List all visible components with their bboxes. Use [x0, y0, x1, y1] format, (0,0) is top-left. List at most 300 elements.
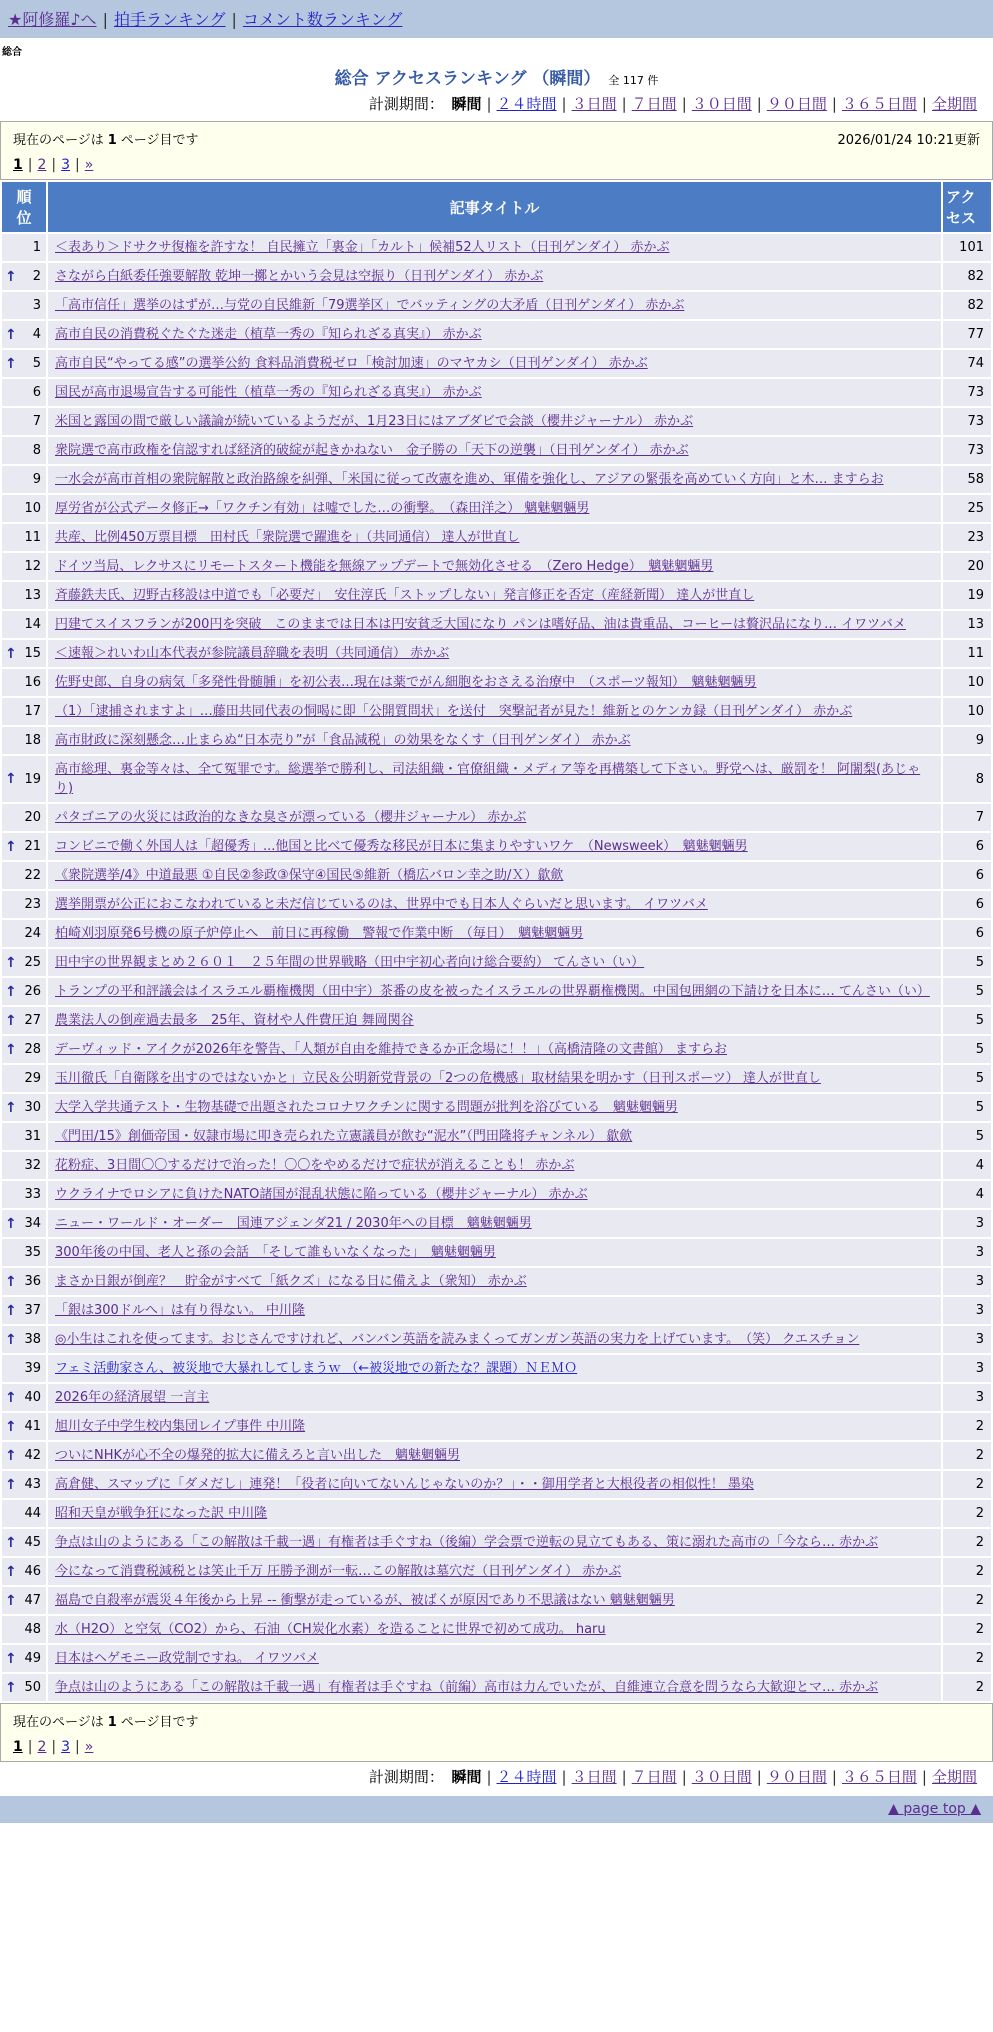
article-link[interactable]: ＜速報＞れいわ山本代表が参院議員辞職を表明（共同通信） 赤かぶ	[55, 646, 450, 661]
rank-cell	[2, 1065, 46, 1092]
table-row	[2, 862, 991, 889]
separator: |	[756, 95, 762, 113]
period-nav-top	[0, 93, 993, 114]
rank-cell	[2, 234, 46, 261]
rank-number: 35	[24, 1245, 41, 1260]
period-link-4[interactable]: ３０日間	[691, 1768, 752, 1786]
article-link[interactable]: 旭川女子中学生校内集団レイプ事件 中川隆	[55, 1419, 306, 1434]
table-row	[2, 833, 991, 860]
table-row	[2, 920, 991, 947]
article-link[interactable]: コンビニで働く外国人は「超優秀」...他国と比べて優秀な移民が日本に集まりやすいワケ （Newsweek） 魑魅魍魎男	[55, 839, 748, 854]
access-count: 3	[943, 1297, 991, 1324]
rank-number: 10	[24, 501, 41, 516]
title-cell	[48, 1297, 941, 1324]
period-link-1[interactable]: ２４時間	[496, 95, 557, 113]
rank-number: 46	[24, 1564, 41, 1579]
access-count: 2	[943, 1500, 991, 1527]
title-cell	[48, 350, 941, 377]
page-top-link[interactable]: ▲ page top ▲	[888, 1801, 981, 1817]
title-cell	[48, 1268, 941, 1295]
rank-number: 39	[24, 1361, 41, 1376]
up-arrow-icon: ↑	[5, 1331, 17, 1348]
rank-number: 17	[24, 704, 41, 719]
period-link-6[interactable]: ３６５日間	[841, 95, 917, 113]
access-count: 5	[943, 1007, 991, 1034]
table-row	[2, 292, 991, 319]
access-count: 6	[943, 862, 991, 889]
table-row	[2, 1558, 991, 1585]
pagination-link-3[interactable]: 3	[61, 1739, 71, 1755]
separator: |	[681, 95, 687, 113]
title-cell	[48, 669, 941, 696]
article-link[interactable]: 柏崎刈羽原発6号機の原子炉停止へ 前日に再稼働 警報で作業中断 （毎日） 魑魅魍魎男	[55, 926, 584, 941]
rank-cell	[2, 1413, 46, 1440]
table-row	[2, 466, 991, 493]
title-cell	[48, 408, 941, 435]
access-count: 6	[943, 833, 991, 860]
article-link[interactable]: 農業法人の倒産過去最多 25年、資材や人件費圧迫 舞岡関谷	[55, 1013, 414, 1028]
top-nav-link-3[interactable]: コメント数ランキング	[242, 10, 403, 29]
table-row	[2, 1123, 991, 1150]
article-link[interactable]: 高市総理、裏金等々は、全て冤罪です。総選挙で勝利し、司法組織・官僚組織・メディア等を再構築して下さい。野党へは、厳罰を！ 阿闍梨(あじゃり)	[55, 762, 921, 796]
table-row	[2, 1529, 991, 1556]
article-link[interactable]: 2026年の経済展望 一言主	[55, 1390, 210, 1405]
table-row	[2, 1326, 991, 1353]
table-row	[2, 321, 991, 348]
period-link-3[interactable]: ７日間	[631, 1768, 677, 1786]
article-link[interactable]: 衆院選で高市政権を信認すれば経済的破綻が起きかねない 金子勝の「天下の逆襲」（日刊ゲンダイ） 赤かぶ	[55, 443, 689, 458]
up-arrow-icon: ↑	[5, 1534, 17, 1551]
article-link[interactable]: 花粉症、3日間〇〇するだけで治った！〇〇をやめるだけで症状が消えることも！ 赤かぶ	[55, 1158, 575, 1173]
up-arrow-icon: ↑	[5, 954, 17, 971]
access-count: 4	[943, 1181, 991, 1208]
period-link-5[interactable]: ９０日間	[766, 1768, 827, 1786]
pagination-link-3[interactable]: 3	[61, 157, 71, 173]
table-row	[2, 234, 991, 261]
rank-cell	[2, 1326, 46, 1353]
title-cell	[48, 1558, 941, 1585]
article-link[interactable]: 高市自民“やってる感”の選挙公約 食料品消費税ゼロ「検討加速」のマヤカシ（日刊ゲンダイ） 赤かぶ	[55, 356, 648, 371]
pagination-link-2[interactable]: 2	[37, 1739, 47, 1755]
article-link[interactable]: パタゴニアの火災には政治的なきな臭さが漂っている（櫻井ジャーナル） 赤かぶ	[55, 810, 527, 825]
article-link[interactable]: トランプの平和評議会はイスラエル覇権機関（田中宇）茶番の皮を被ったイスラエルの世界覇権機関。中国包囲網の下請けを日本に… てんさい（い）	[55, 984, 930, 999]
table-row	[2, 1384, 991, 1411]
rank-number: 33	[24, 1187, 41, 1202]
rank-cell	[2, 611, 46, 638]
top-nav-link-1[interactable]: ★阿修羅♪へ	[8, 10, 97, 29]
up-arrow-icon: ↑	[5, 1389, 17, 1406]
article-link[interactable]: 選挙開票が公正におこなわれていると未だ信じているのは、世界中でも日本人ぐらいだと思います。 イワツバメ	[55, 897, 708, 912]
access-count: 73	[943, 408, 991, 435]
table-row	[2, 1181, 991, 1208]
bottom-spacer	[0, 1823, 993, 1879]
title-cell	[48, 1471, 941, 1498]
rank-number: 32	[24, 1158, 41, 1173]
access-count: 3	[943, 1355, 991, 1382]
rank-number: 11	[24, 530, 41, 545]
title-cell	[48, 1500, 941, 1527]
rank-cell	[2, 1181, 46, 1208]
up-arrow-icon: ↑	[5, 326, 17, 343]
access-count: 2	[943, 1529, 991, 1556]
article-link[interactable]: 《衆院選挙/4》中道最悪 ①自民②参政③保守④国民⑤維新（橋広バロン幸之助/Ｘ）歙歛	[55, 868, 564, 883]
up-arrow-icon: ↑	[5, 1592, 17, 1609]
title-cell	[48, 1587, 941, 1614]
rank-number: 12	[24, 559, 41, 574]
article-link[interactable]: ウクライナでロシアに負けたNATO諸国が混乱状態に陥っている（櫻井ジャーナル） 赤かぶ	[55, 1187, 588, 1202]
title-cell	[48, 756, 941, 802]
access-count: 82	[943, 263, 991, 290]
rank-cell	[2, 920, 46, 947]
access-count: 73	[943, 437, 991, 464]
access-count: 5	[943, 1123, 991, 1150]
access-count: 58	[943, 466, 991, 493]
table-row	[2, 553, 991, 580]
period-link-2[interactable]: ３日間	[571, 1768, 617, 1786]
rank-number: 24	[24, 926, 41, 941]
rank-cell	[2, 1355, 46, 1382]
article-link[interactable]: ＜表あり＞ドサクサ復権を許すな！ 自民擁立「裏金」「カルト」候補52人リスト（日刊ゲンダイ） 赤かぶ	[55, 240, 670, 255]
separator: |	[561, 95, 567, 113]
access-count: 5	[943, 1065, 991, 1092]
separator: |	[51, 1739, 57, 1755]
article-link[interactable]: 一水会が高市首相の衆院解散と政治路線を糾弾、「米国に従って改憲を進め、軍備を強化し、アジアの緊張を高めていく方向」と木… ますらお	[55, 472, 884, 487]
title-cell	[48, 727, 941, 754]
title-cell	[48, 1442, 941, 1469]
article-link[interactable]: 高市財政に深刻懸念…止まらぬ“日本売り”が「食品減税」の効果をなくす（日刊ゲンダイ） 赤かぶ	[55, 733, 631, 748]
pagination-link-»[interactable]: »	[84, 157, 94, 173]
article-link[interactable]: 国民が高市退場宣告する可能性（植草一秀の『知られざる真実』） 赤かぶ	[55, 385, 482, 400]
title-cell	[48, 640, 941, 667]
pagination-link-2[interactable]: 2	[37, 157, 47, 173]
period-link-7[interactable]: 全期間	[931, 95, 977, 113]
access-count: 10	[943, 698, 991, 725]
rank-number: 49	[24, 1651, 41, 1666]
period-link-3[interactable]: ７日間	[631, 95, 677, 113]
rank-cell	[2, 1297, 46, 1324]
table-row	[2, 1210, 991, 1237]
period-current: 瞬間	[451, 1768, 482, 1786]
ranking-table	[0, 180, 993, 1703]
access-count: 20	[943, 553, 991, 580]
page-title-text: 総合 アクセスランキング （瞬間）	[334, 69, 601, 89]
table-row	[2, 669, 991, 696]
access-count: 2	[943, 1558, 991, 1585]
rank-number: 42	[24, 1448, 41, 1463]
up-arrow-icon: ↑	[5, 268, 17, 285]
rank-cell	[2, 379, 46, 406]
access-count: 3	[943, 1239, 991, 1266]
article-link[interactable]: ドイツ当局、レクサスにリモートスタート機能を無線アップデートで無効化させる （Zero Hedge） 魑魅魍魎男	[55, 559, 714, 574]
access-count: 74	[943, 350, 991, 377]
rank-cell	[2, 1268, 46, 1295]
title-column-header: 記事タイトル	[48, 182, 941, 232]
table-row	[2, 1413, 991, 1440]
current-page-text: 現在のページは 1 ページ目です	[13, 133, 199, 148]
access-count: 7	[943, 804, 991, 831]
rank-cell	[2, 553, 46, 580]
rank-cell	[2, 640, 46, 667]
up-arrow-icon: ↑	[5, 1041, 17, 1058]
up-arrow-icon: ↑	[5, 645, 17, 662]
article-link[interactable]: まさか日銀が倒産？ 貯金がすべて「紙クズ」になる日に備えよ（衆知） 赤かぶ	[55, 1274, 527, 1289]
rank-cell	[2, 698, 46, 725]
article-link[interactable]: 田中宇の世界観まとめ２６０１ ２５年間の世界戦略（田中宇初心者向け総合要約） てんさい（い）	[55, 955, 645, 970]
page-info-bar-bottom	[0, 1703, 993, 1762]
title-cell	[48, 1239, 941, 1266]
table-row	[2, 1036, 991, 1063]
rank-number: 22	[24, 868, 41, 883]
rank-number: 25	[24, 955, 41, 970]
title-cell	[48, 698, 941, 725]
rank-cell	[2, 1384, 46, 1411]
access-count: 6	[943, 891, 991, 918]
article-link[interactable]: 300年後の中国、老人と孫の会話 「そして誰もいなくなった」 魑魅魍魎男	[55, 1245, 496, 1260]
rank-cell	[2, 350, 46, 377]
up-arrow-icon: ↑	[5, 983, 17, 1000]
title-cell	[48, 920, 941, 947]
table-row	[2, 611, 991, 638]
total-count: 全 117 件	[608, 74, 659, 87]
article-link[interactable]: 米国と露国の間で厳しい議論が続いているようだが、1月23日にはアブダビで会談（櫻井ジャーナル） 赤かぶ	[55, 414, 694, 429]
rank-cell	[2, 263, 46, 290]
rank-number: 45	[24, 1535, 41, 1550]
article-link[interactable]: 福島で自殺率が震災４年後から上昇 -- 衝撃が走っているが、被ばくが原因であり不思議はない 魑魅魍魎男	[55, 1593, 675, 1608]
updated-timestamp: 2026/01/24 10:21更新	[837, 133, 980, 148]
rank-cell	[2, 321, 46, 348]
table-header-row	[2, 182, 991, 232]
table-row	[2, 524, 991, 551]
rank-cell	[2, 1587, 46, 1614]
rank-number: 6	[32, 385, 41, 400]
up-arrow-icon: ↑	[5, 1679, 17, 1696]
separator: |	[75, 157, 80, 173]
table-row	[2, 379, 991, 406]
rank-cell	[2, 1616, 46, 1643]
rank-cell	[2, 466, 46, 493]
table-row	[2, 1268, 991, 1295]
top-nav-link-2[interactable]: 拍手ランキング	[113, 10, 226, 29]
rank-cell	[2, 582, 46, 609]
table-row	[2, 1471, 991, 1498]
title-cell	[48, 1355, 941, 1382]
separator: |	[231, 10, 237, 29]
table-row	[2, 1674, 991, 1701]
rank-cell	[2, 669, 46, 696]
rank-cell	[2, 1123, 46, 1150]
separator: |	[75, 1739, 80, 1755]
article-link[interactable]: さながら白紙委任強要解散 乾坤一擲とかいう会見は空振り（日刊ゲンダイ） 赤かぶ	[55, 269, 544, 284]
title-cell	[48, 862, 941, 889]
table-row	[2, 698, 991, 725]
article-link[interactable]: デーヴィッド・アイクが2026年を警告、「人類が自由を維持できるか正念場に！！」（高橋清隆の文書館） ますらお	[55, 1042, 728, 1057]
article-link[interactable]: （1）「逮捕されますよ」…藤田共同代表の恫喝に即「公開質問状」を送付 突撃記者が見た！維新とのケンカ録（日刊ゲンダイ） 赤かぶ	[55, 704, 853, 719]
table-row	[2, 1442, 991, 1469]
rank-number: 26	[24, 984, 41, 999]
rank-cell	[2, 833, 46, 860]
article-link[interactable]: 昭和天皇が戦争狂になった訳 中川隆	[55, 1506, 268, 1521]
rank-number: 44	[24, 1506, 41, 1521]
period-link-4[interactable]: ３０日間	[691, 95, 752, 113]
access-count: 82	[943, 292, 991, 319]
title-cell	[48, 321, 941, 348]
article-link[interactable]: ◎小生はこれを使ってます。おじさんですけれど、バンバン英語を読みまくってガンガン英語の実力を上げています。 （笑） クエスチョン	[55, 1332, 860, 1347]
rank-number: 41	[24, 1419, 41, 1434]
article-link[interactable]: 共産、比例450万票目標 田村氏「衆院選で躍進を」（共同通信） 達人が世直し	[55, 530, 520, 545]
access-count: 6	[943, 920, 991, 947]
period-current: 瞬間	[451, 95, 482, 113]
top-nav	[0, 0, 993, 38]
title-cell	[48, 891, 941, 918]
up-arrow-icon: ↑	[5, 1418, 17, 1435]
period-link-1[interactable]: ２４時間	[496, 1768, 557, 1786]
access-count: 13	[943, 611, 991, 638]
rank-cell	[2, 524, 46, 551]
title-cell	[48, 1674, 941, 1701]
up-arrow-icon: ↑	[5, 1563, 17, 1580]
access-count: 4	[943, 1152, 991, 1179]
up-arrow-icon: ↑	[5, 771, 17, 787]
rank-cell	[2, 1558, 46, 1585]
rank-cell	[2, 862, 46, 889]
article-link[interactable]: 「銀は300ドルへ」は有り得ない。 中川隆	[55, 1303, 305, 1318]
article-link[interactable]: 日本はヘゲモニー政党制ですね。 イワツバメ	[55, 1651, 319, 1666]
rank-number: 14	[24, 617, 41, 632]
article-link[interactable]: 争点は山のようにある「この解散は千載一遇」有権者は手ぐすね（後編）学会票で逆転の見立てもある、策に溺れた高市の「今なら… 赤かぶ	[55, 1535, 879, 1550]
access-count: 10	[943, 669, 991, 696]
table-row	[2, 1152, 991, 1179]
up-arrow-icon: ↑	[5, 838, 17, 855]
rank-cell	[2, 495, 46, 522]
article-link[interactable]: ニュー・ワールド・オーダー 国連アジェンダ21 / 2030年への目標 魑魅魍魎男	[55, 1216, 532, 1231]
article-link[interactable]: 争点は山のようにある「この解散は千載一遇」有権者は手ぐすね（前編）高市は力んでいたが、自維連立合意を問うなら大歓迎とマ… 赤かぶ	[55, 1680, 879, 1695]
separator: |	[27, 157, 33, 173]
access-count: 2	[943, 1442, 991, 1469]
up-arrow-icon: ↑	[5, 1273, 17, 1290]
title-cell	[48, 379, 941, 406]
title-cell	[48, 1616, 941, 1643]
article-link[interactable]: 《門田/15》創価帝国・奴隷市場に叩き売られた立憲議員が飲む“泥水”（門田隆将チャンネル） 歙歛	[55, 1129, 633, 1144]
article-link[interactable]: 佐野史郎、自身の病気「多発性骨髄腫」を初公表…現在は薬でがん細胞をおさえる治療中 （スポーツ報知） 魑魅魍魎男	[55, 675, 757, 690]
title-cell	[48, 495, 941, 522]
rank-number: 23	[24, 897, 41, 912]
period-label: 計測期間：	[368, 1768, 452, 1786]
article-link[interactable]: フェミ活動家さん、被災地で大暴れしてしまうｗ （←被災地での新たな？課題）ＮＥＭＯ	[55, 1361, 578, 1376]
rank-cell	[2, 1645, 46, 1672]
rank-cell	[2, 1442, 46, 1469]
rank-cell	[2, 756, 46, 802]
pagination-current-page: 1	[13, 1739, 23, 1755]
access-count: 5	[943, 1094, 991, 1121]
title-cell	[48, 1326, 941, 1353]
current-page-text: 現在のページは 1 ページ目です	[13, 1715, 199, 1730]
rank-number: 7	[32, 414, 41, 429]
rank-number: 3	[32, 298, 41, 313]
rank-number: 29	[24, 1071, 41, 1086]
article-link[interactable]: 高市自民の消費税ぐたぐた迷走（植草一秀の『知られざる真実』） 赤かぶ	[55, 327, 482, 342]
pagination-bottom	[13, 1739, 980, 1755]
period-link-6[interactable]: ３６５日間	[841, 1768, 917, 1786]
separator: |	[486, 95, 492, 113]
rank-number: 19	[24, 771, 41, 787]
pagination-current-page: 1	[13, 157, 23, 173]
separator: |	[831, 95, 837, 113]
rank-number: 31	[24, 1129, 41, 1144]
rank-column-header: 順位	[2, 182, 46, 232]
access-count: 11	[943, 640, 991, 667]
access-count: 5	[943, 978, 991, 1005]
table-row	[2, 1239, 991, 1266]
access-count: 3	[943, 1384, 991, 1411]
article-link[interactable]: 今になって消費税減税とは笑止千万 圧勝予測が一転…この解散は墓穴だ（日刊ゲンダイ） 赤かぶ	[55, 1564, 622, 1579]
title-cell	[48, 1529, 941, 1556]
article-link[interactable]: 円建てスイスフランが200円を突破 このままでは日本は円安貧乏大国になり パンは嗜好品、油は貴重品、コーヒーは贅沢品になり… イワツバメ	[55, 617, 906, 632]
article-link[interactable]: ついにNHKが心不全の爆発的拡大に備えろと言い出した 魑魅魍魎男	[55, 1448, 461, 1463]
separator: |	[921, 95, 927, 113]
access-column-header: アクセス	[943, 182, 991, 232]
title-cell	[48, 804, 941, 831]
period-link-7[interactable]: 全期間	[931, 1768, 977, 1786]
page-title	[0, 64, 993, 89]
rank-cell	[2, 437, 46, 464]
separator: |	[681, 1768, 687, 1786]
title-cell	[48, 1036, 941, 1063]
access-count: 2	[943, 1674, 991, 1701]
pagination-link-»[interactable]: »	[84, 1739, 94, 1755]
article-link[interactable]: 高倉健、スマップに「ダメだし」連発！「役者に向いてないんじゃないのか？」・・御用学者と大根役者の相似性！ 墨染	[55, 1477, 754, 1492]
article-link[interactable]: 水（H2O）と空気（CO2）から、石油（CH炭化水素）を造ることに世界で初めて成功。 haru	[55, 1622, 606, 1637]
period-link-5[interactable]: ９０日間	[766, 95, 827, 113]
rank-number: 48	[24, 1622, 41, 1637]
period-nav-bottom	[0, 1766, 993, 1787]
article-link[interactable]: 大学入学共通テスト・生物基礎で出題されたコロナワクチンに関する問題が批判を浴びている 魑魅魍魎男	[55, 1100, 678, 1115]
access-count: 2	[943, 1587, 991, 1614]
period-link-2[interactable]: ３日間	[571, 95, 617, 113]
rank-number: 36	[24, 1274, 41, 1289]
up-arrow-icon: ↑	[5, 1476, 17, 1493]
rank-cell	[2, 408, 46, 435]
separator: |	[921, 1768, 927, 1786]
article-link[interactable]: 斉藤鉄夫氏、辺野古移設は中道でも「必要だ」 安住淳氏「ストップしない」発言修正を否定（産経新聞） 達人が世直し	[55, 588, 755, 603]
up-arrow-icon: ↑	[5, 1302, 17, 1319]
title-cell	[48, 263, 941, 290]
title-cell	[48, 1384, 941, 1411]
access-count: 25	[943, 495, 991, 522]
title-cell	[48, 1210, 941, 1237]
rank-cell	[2, 1529, 46, 1556]
table-row	[2, 1587, 991, 1614]
category-label: 総合	[2, 47, 22, 58]
article-link[interactable]: 「高市信任」選挙のはずが…与党の自民維新「79選挙区」でバッティングの大矛盾（日刊ゲンダイ） 赤かぶ	[55, 298, 685, 313]
rank-number: 27	[24, 1013, 41, 1028]
access-count: 2	[943, 1616, 991, 1643]
separator: |	[486, 1768, 492, 1786]
rank-number: 5	[32, 356, 41, 371]
access-count: 2	[943, 1645, 991, 1672]
table-row	[2, 1500, 991, 1527]
access-count: 77	[943, 321, 991, 348]
up-arrow-icon: ↑	[5, 1099, 17, 1116]
rank-cell	[2, 949, 46, 976]
rank-number: 1	[32, 240, 41, 255]
title-cell	[48, 437, 941, 464]
rank-cell	[2, 1036, 46, 1063]
article-link[interactable]: 厚労省が公式データ修正→「ワクチン有効」は嘘でした…の衝撃。 （森田洋之） 魑魅魍魎男	[55, 501, 590, 516]
access-count: 101	[943, 234, 991, 261]
rank-number: 30	[24, 1100, 41, 1115]
table-row	[2, 1616, 991, 1643]
article-link[interactable]: 玉川徹氏「自衛隊を出すのではないかと」立民＆公明新党背景の「2つの危機感」取材結果を明かす（日刊スポーツ） 達人が世直し	[55, 1071, 821, 1086]
